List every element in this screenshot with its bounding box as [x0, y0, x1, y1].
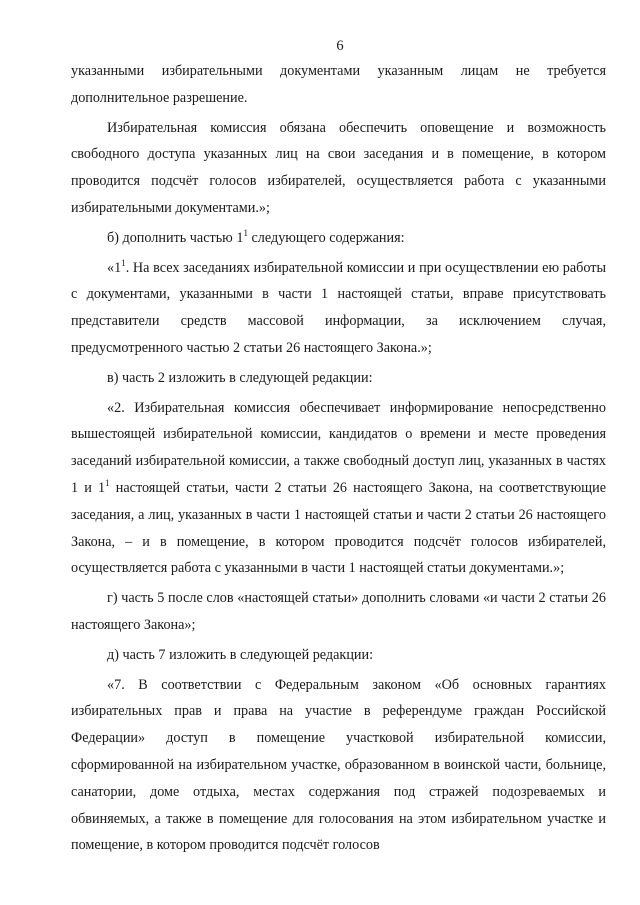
document-body — [71, 58, 606, 859]
paragraph-3-text-a: б) дополнить частью 1 — [107, 229, 244, 246]
paragraph-2: Избирательная комиссия обязана обеспечить оповещение и возможность свободного доступа указанных лиц на свои заседания и в помещение, в котором проводится подсчёт голосов избирателей, осуществляется работа с указанными избирательными документами.»; — [71, 119, 606, 216]
paragraph-3 — [71, 225, 606, 252]
superscript: 1 — [243, 227, 248, 238]
page-number: 6 — [336, 38, 344, 54]
paragraph-6-text-a: «2. Избирательная комиссия обеспечивает информирование непосредственно вышестоящей избирательной комиссии, кандидатов о времени и месте проведения заседаний избирательной комиссии, а также свободный доступ лиц, указанных в частях 1 и 1 — [71, 399, 606, 496]
paragraph-6 — [71, 395, 606, 583]
superscript: 1 — [105, 477, 110, 488]
paragraph-4-text-b: . На всех заседаниях избирательной комиссии и при осуществлении ею работы с документами, указанными в части 1 настоящей статьи, вправе присутствовать представители средств массовой информации, за исключением случая, предусмотренного частью 2 статьи 26 настоящего Закона.»; — [71, 259, 606, 356]
paragraph-7: г) часть 5 после слов «настоящей статьи» дополнить словами «и части 2 статьи 26 настоящего Закона»; — [71, 590, 606, 633]
paragraph-4 — [71, 255, 606, 362]
paragraph-5: в) часть 2 изложить в следующей редакции: — [107, 369, 373, 386]
paragraph-6-text-b: настоящей статьи, части 2 статьи 26 настоящего Закона, на соответствующие заседания, а лиц, указанных в части 1 настоящей статьи и части 2 статьи 26 настоящего Закона, – и в помещение, в котором проводится подсчёт голосов избирателей, осуществляется работа с указанными в части 1 настоящей статьи документами.»; — [71, 479, 606, 577]
paragraph-3-text-b: следующего содержания: — [247, 229, 405, 246]
paragraph-1: указанными избирательными документами указанным лицам не требуется дополнительное разрешение. — [71, 63, 606, 106]
paragraph-4-text-a: «1 — [107, 259, 122, 276]
paragraph-8: д) часть 7 изложить в следующей редакции: — [107, 646, 374, 663]
superscript: 1 — [121, 257, 126, 268]
paragraph-9: «7. В соответствии с Федеральным законом «Об основных гарантиях избирательных прав и права на участие в референдуме граждан Российской Федерации» доступ в помещение участковой избирательной комиссии, сформированной на избирательном участке, образованном в воинской части, больнице, санатории, доме отдыха, местах содержания под стражей подозреваемых и обвиняемых, а также в помещение для голосования на этом избирательном участке и помещение, в котором проводится подсчёт голосов — [71, 676, 606, 854]
